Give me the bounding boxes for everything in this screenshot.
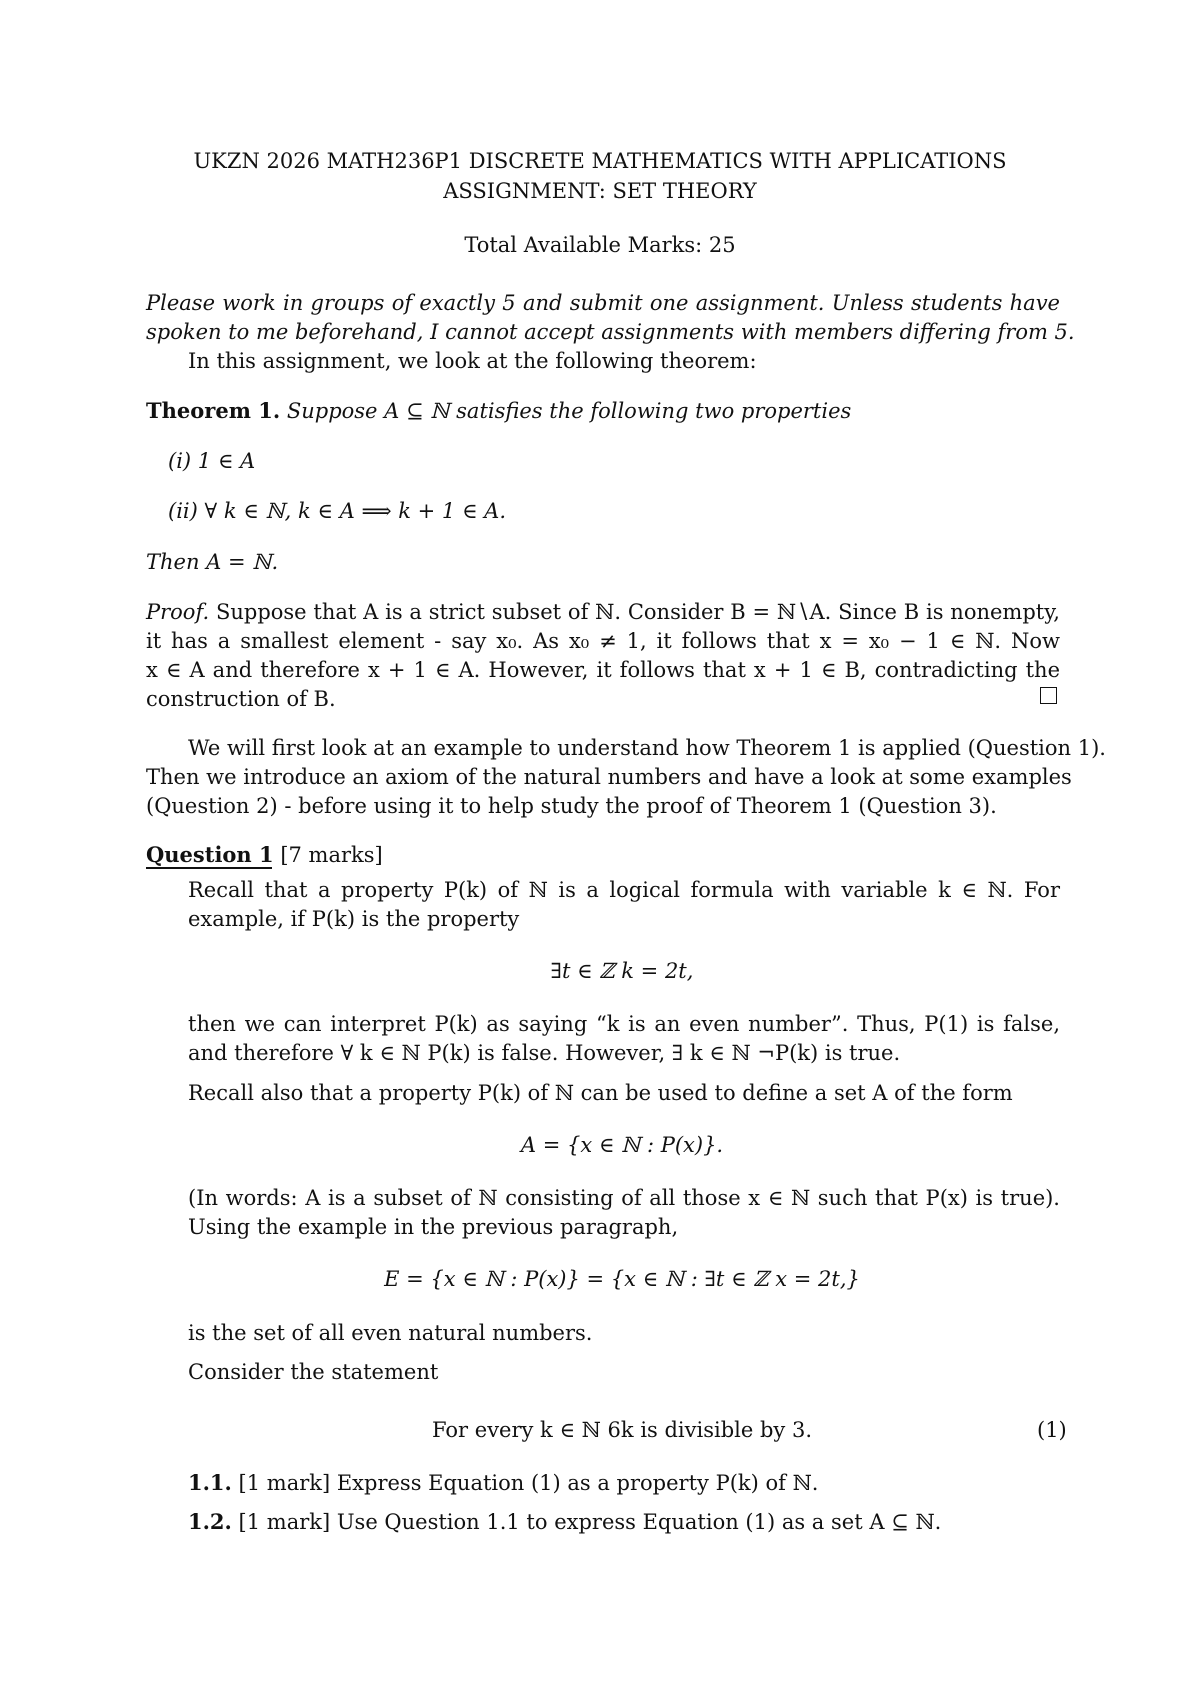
equation-number: (1) <box>1037 1418 1067 1442</box>
overview-line-3: (Question 2) - before using it to help study the proof of Theorem 1 (Question 3). <box>146 794 997 818</box>
course-title: UKZN 2026 MATH236P1 DISCRETE MATHEMATICS WITH APPLICATIONS <box>193 149 1007 173</box>
question-1-underline <box>146 867 272 869</box>
q1-para3: Recall also that a property P(k) of ℕ can be used to define a set A of the form <box>188 1081 1013 1105</box>
equation-even: ∃t ∈ ℤ k = 2t, <box>550 959 694 983</box>
instructions-line-1: Please work in groups of exactly 5 and submit one assignment. Unless students have <box>146 291 1060 315</box>
theorem-statement-line <box>146 398 851 424</box>
q1-para2-line-1: then we can interpret P(k) as saying “k is an even number”. Thus, P(1) is false, <box>188 1012 1060 1036</box>
q1-para2-line-2: and therefore ∀ k ∈ ℕ P(k) is false. However, ∃ k ∈ ℕ ¬P(k) is true. <box>188 1041 901 1065</box>
intro-text: In this assignment, we look at the following theorem: <box>188 349 757 373</box>
proof-line-3: x ∈ A and therefore x + 1 ∈ A. However, it follows that x + 1 ∈ B, contradicting the <box>146 658 1060 682</box>
proof-label: Proof. <box>146 600 210 624</box>
q1-para1-line-2: example, if P(k) is the property <box>188 907 520 931</box>
proof-line-1-text: Suppose that A is a strict subset of ℕ. Consider B = ℕ∖A. Since B is nonempty, <box>215 600 1060 624</box>
question-1-title: Question 1 <box>146 842 274 867</box>
assignment-title: ASSIGNMENT: SET THEORY <box>443 179 757 203</box>
theorem-property-1: (i) 1 ∈ A <box>168 449 256 473</box>
question-1-marks: [7 marks] <box>280 843 383 867</box>
overview-line-2: Then we introduce an axiom of the natural numbers and have a look at some examples <box>146 765 1072 789</box>
theorem-property-2: (ii) ∀ k ∈ ℕ, k ∈ A ⟹ k + 1 ∈ A. <box>168 499 507 523</box>
question-1-heading <box>146 842 383 868</box>
subquestion-1-2 <box>188 1509 941 1535</box>
equation-set-e: E = {x ∈ ℕ : P(x)} = {x ∈ ℕ : ∃t ∈ ℤ x = 2t,} <box>384 1267 860 1291</box>
equation-set-a: A = {x ∈ ℕ : P(x)}. <box>520 1133 724 1157</box>
q1-para4-line-1: (In words: A is a subset of ℕ consisting of all those x ∈ ℕ such that P(x) is true). <box>188 1186 1060 1210</box>
proof-line-4: construction of B. <box>146 687 336 711</box>
q1-para4-line-2: Using the example in the previous paragraph, <box>188 1215 679 1239</box>
subquestion-1-2-text: [1 mark] Use Question 1.1 to express Equation (1) as a set A ⊆ ℕ. <box>238 1510 942 1534</box>
subquestion-1-1-text: [1 mark] Express Equation (1) as a property P(k) of ℕ. <box>238 1471 819 1495</box>
q1-para5: is the set of all even natural numbers. <box>188 1321 593 1345</box>
overview-line-1: We will first look at an example to understand how Theorem 1 is applied (Question 1). <box>188 736 1106 760</box>
subquestion-1-1 <box>188 1470 818 1496</box>
theorem-conclusion: Then A = ℕ. <box>146 550 279 574</box>
subquestion-1-1-label: 1.1. <box>188 1470 232 1495</box>
proof-line-1 <box>146 599 1060 625</box>
instructions-line-2: spoken to me beforehand, I cannot accept assignments with members differing from 5. <box>146 320 1075 344</box>
q1-para1-line-1: Recall that a property P(k) of ℕ is a logical formula with variable k ∈ ℕ. For <box>188 878 1060 902</box>
q1-para6: Consider the statement <box>188 1360 439 1384</box>
subquestion-1-2-label: 1.2. <box>188 1509 232 1534</box>
equation-statement: For every k ∈ ℕ 6k is divisible by 3. <box>431 1418 812 1442</box>
qed-square-icon <box>1040 687 1057 704</box>
total-marks: Total Available Marks: 25 <box>464 233 736 257</box>
proof-line-2: it has a smallest element - say x₀. As x₀ ≠ 1, it follows that x = x₀ − 1 ∈ ℕ. Now <box>146 629 1060 653</box>
theorem-statement: Suppose A ⊆ ℕ satisfies the following two properties <box>286 399 852 423</box>
theorem-label: Theorem 1. <box>146 398 281 423</box>
